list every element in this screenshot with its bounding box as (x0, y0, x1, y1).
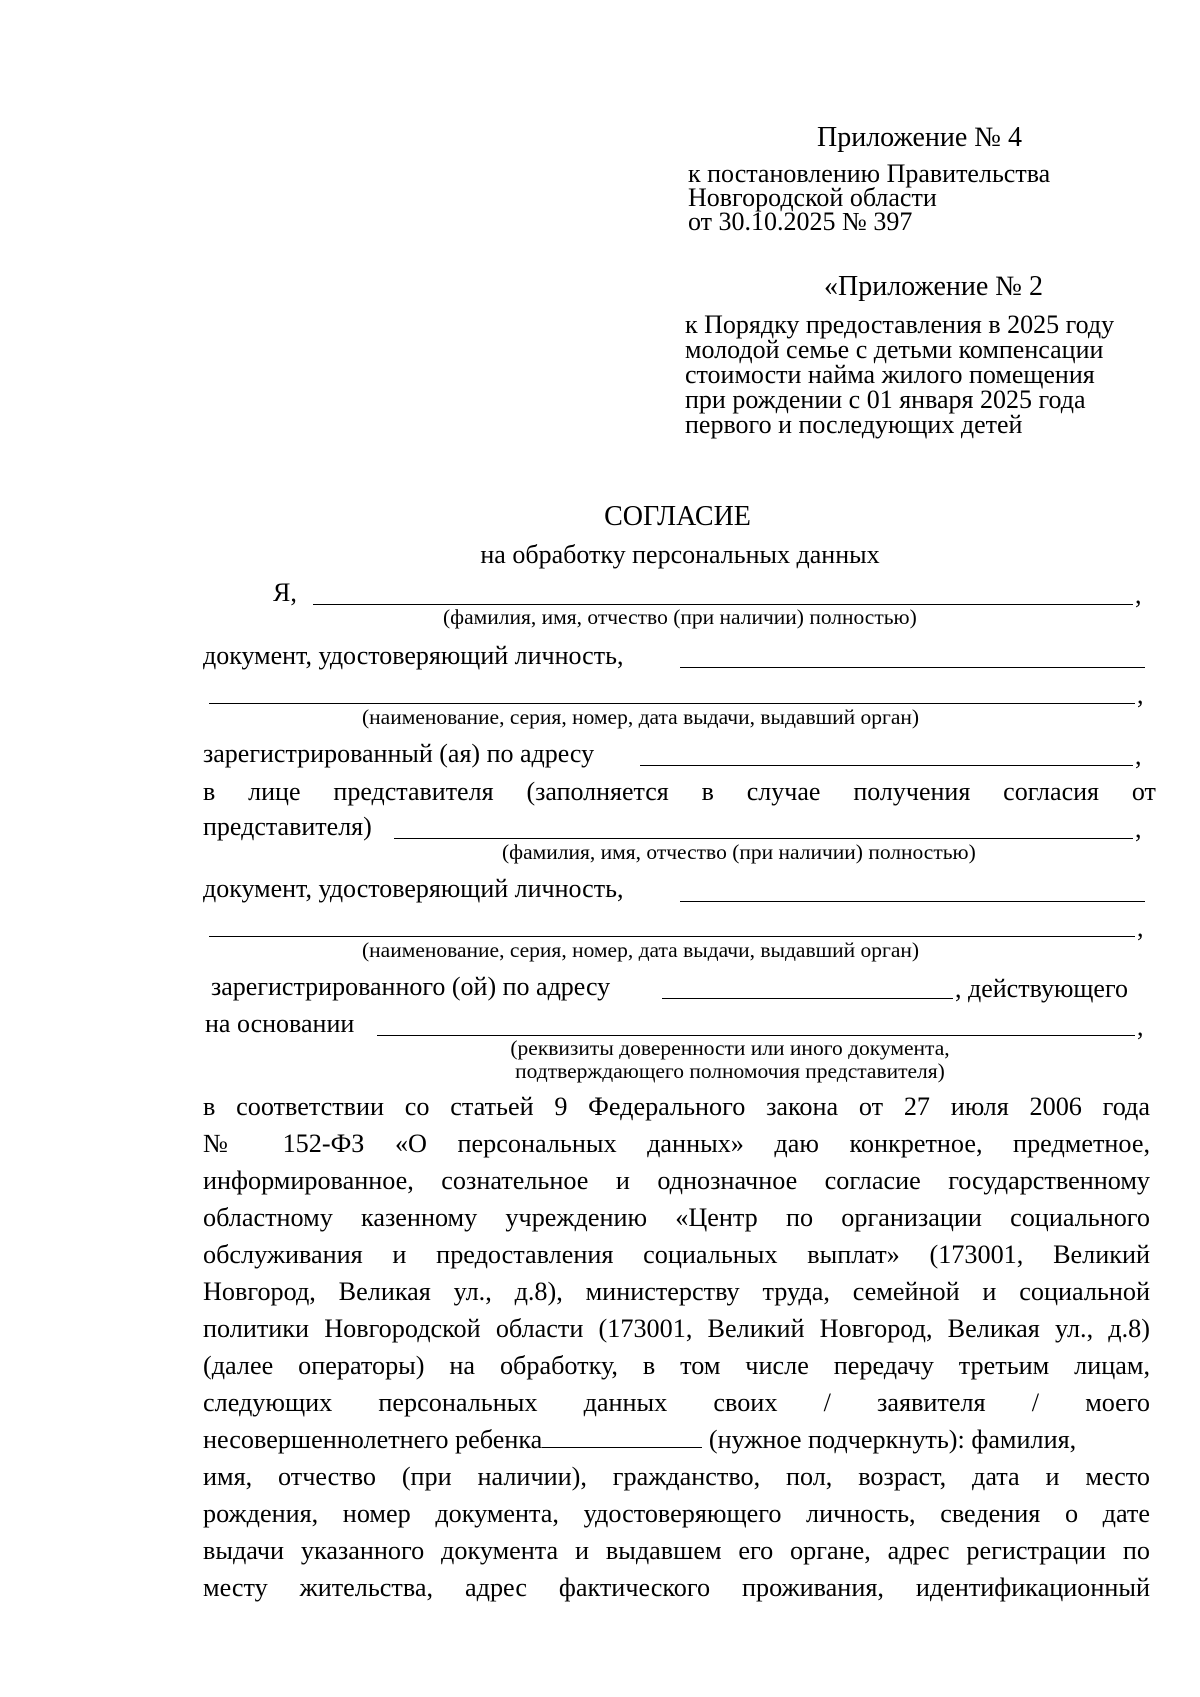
order-line: стоимости найма жилого помещения (685, 360, 1095, 389)
acting-label: , действующего (955, 974, 1128, 1003)
doc-hint: (наименование, серия, номер, дата выдачи, выдавший орган) (362, 705, 920, 729)
child-line (203, 1425, 1076, 1455)
body-line: в соответствии со статьей 9 Федерального закона от 27 июля 2006 года (203, 1092, 1150, 1121)
order-line: к Порядку предоставления в 2025 году (685, 310, 1115, 339)
body-line: следующих персональных данных своих / заявителя / моего (203, 1388, 1150, 1417)
decree-line: от 30.10.2025 № 397 (688, 207, 913, 236)
word: получения (853, 777, 971, 806)
body-line: политики Новгородской области (173001, Великий Новгород, Великая ул., д.8) (203, 1314, 1150, 1343)
body-line: обслуживания и предоставления социальных выплат» (173001, Великий (203, 1240, 1150, 1269)
basis-hint (470, 1037, 990, 1083)
word: лице (248, 777, 301, 806)
body-line: областному казенному учреждению «Центр по организации социального (203, 1203, 1150, 1232)
child-blank[interactable] (542, 1425, 702, 1448)
document-title: СОГЛАСИЕ (604, 501, 751, 532)
body-line: № 152-ФЗ «О персональных данных» даю конкретное, предметное, (203, 1129, 1150, 1158)
decree-line: Новгородской области (688, 183, 937, 212)
word: согласия (1003, 777, 1099, 806)
basis-hint-line: (реквизиты доверенности или иного документа, (510, 1036, 950, 1060)
fio-hint: (фамилия, имя, отчество (при наличии) полностью) (443, 605, 917, 629)
rep-fio-hint: (фамилия, имя, отчество (при наличии) полностью) (502, 840, 976, 864)
word: от (1131, 777, 1156, 806)
rep-doc-label: документ, удостоверяющий личность, (203, 874, 624, 903)
representative-line (203, 779, 1156, 805)
body-line: выдачи указанного документа и выдавшем его органе, адрес регистрации по (203, 1536, 1150, 1565)
address-field[interactable] (640, 765, 1133, 766)
rep-doc-field-continued[interactable] (209, 936, 1135, 937)
comma: , (1135, 741, 1142, 770)
order-line: молодой семье с детьми компенсации (685, 335, 1104, 364)
document-subtitle: на обработку персональных данных (480, 540, 880, 569)
doc-field-continued[interactable] (209, 703, 1135, 704)
body-line: имя, отчество (при наличии), гражданство, пол, возраст, дата и место (203, 1462, 1150, 1491)
comma: , (1137, 913, 1144, 942)
registered-label: зарегистрированный (ая) по адресу (203, 739, 595, 768)
doc-field[interactable] (680, 667, 1145, 668)
child-suffix: (нужное подчеркнуть): фамилия, (702, 1425, 1077, 1454)
basis-hint-line: подтверждающего полномочия представителя) (515, 1059, 945, 1083)
order-line: при рождении с 01 января 2025 года (685, 385, 1086, 414)
decree-reference (688, 159, 1051, 236)
word: в (701, 777, 714, 806)
rep-address-field[interactable] (662, 998, 953, 999)
comma: , (1135, 580, 1142, 609)
order-reference (685, 312, 1114, 437)
decree-line: к постановлению Правительства (688, 159, 1051, 188)
body-line: рождения, номер документа, удостоверяющего личность, сведения о дате (203, 1499, 1150, 1528)
body-line: Новгород, Великая ул., д.8), министерству труда, семейной и социальной (203, 1277, 1150, 1306)
body-line: (далее операторы) на обработку, в том числе передачу третьим лицам, (203, 1351, 1150, 1380)
rep-doc-field[interactable] (680, 901, 1145, 902)
word: представителя (333, 777, 494, 806)
word: случае (746, 777, 821, 806)
body-line: информированное, сознательное и однозначное согласие государственному (203, 1166, 1150, 1195)
comma: , (1137, 1012, 1144, 1041)
rep-fio-field[interactable] (394, 838, 1133, 839)
inner-appendix-label: «Приложение № 2 (824, 271, 1043, 302)
rep-registered-label: зарегистрированного (ой) по адресу (211, 972, 611, 1001)
word: (заполняется (526, 777, 669, 806)
basis-label: на основании (205, 1009, 355, 1038)
comma: , (1137, 680, 1144, 709)
i-label: Я, (273, 578, 297, 607)
child-prefix: несовершеннолетнего ребенка (203, 1425, 543, 1454)
rep-doc-hint: (наименование, серия, номер, дата выдачи, выдавший орган) (362, 938, 920, 962)
doc-label: документ, удостоверяющий личность, (203, 641, 624, 670)
word: в (203, 777, 216, 806)
body-line: месту жительства, адрес фактического проживания, идентификационный (203, 1573, 1150, 1602)
order-line: первого и последующих детей (685, 410, 1023, 439)
comma: , (1135, 814, 1142, 843)
rep-label: представителя) (203, 812, 372, 841)
appendix-label: Приложение № 4 (817, 122, 1022, 153)
